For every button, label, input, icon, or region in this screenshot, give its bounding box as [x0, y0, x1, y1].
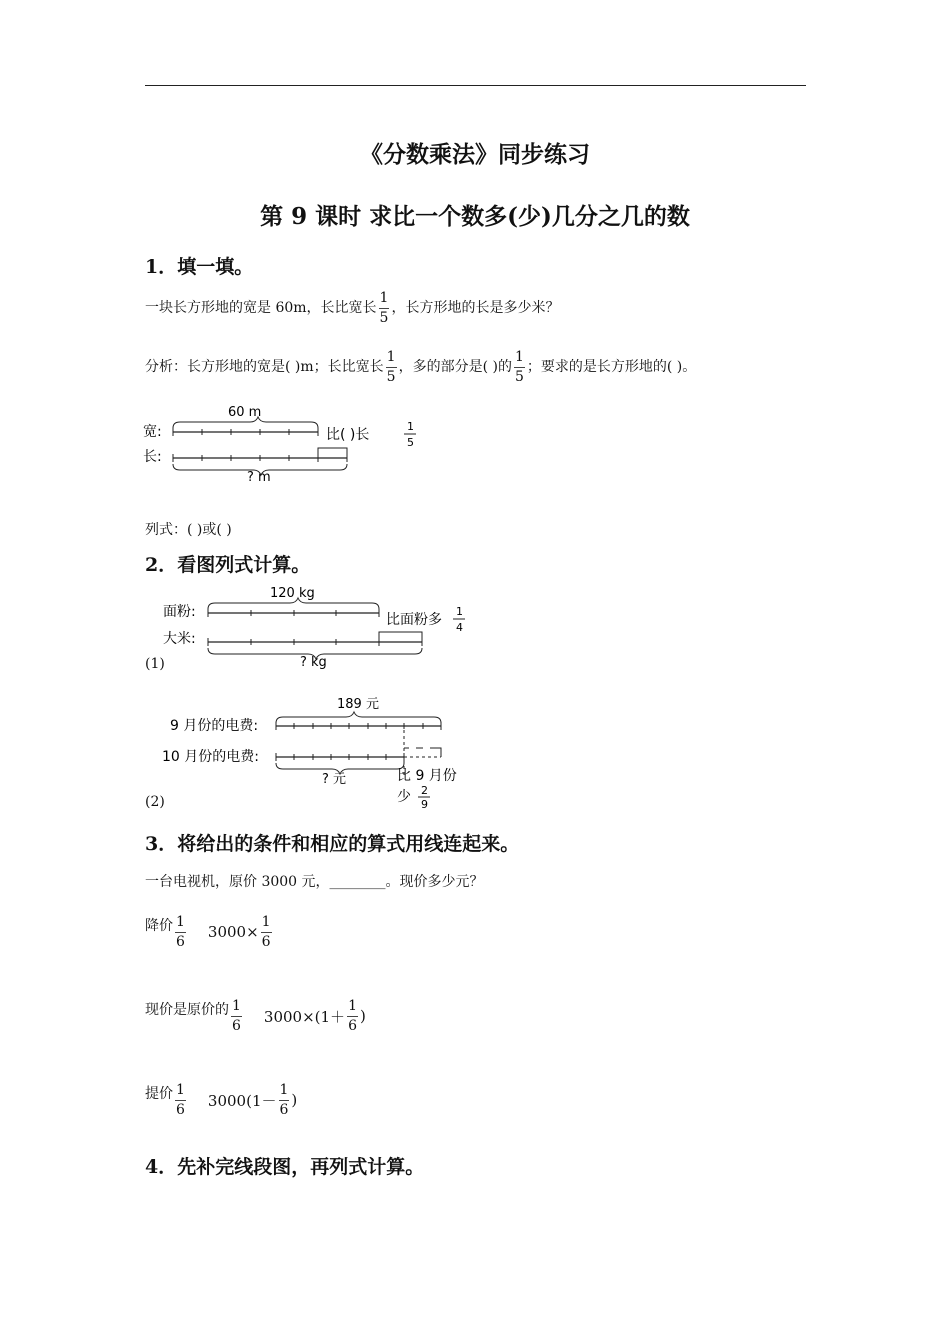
numerator: 1 — [231, 999, 242, 1017]
q2-diagram-1 — [160, 580, 480, 672]
note-denominator: 9 — [421, 798, 428, 810]
row2-label: 10 月份的电费: — [162, 749, 259, 765]
q2-diagram-2-label: (2) — [145, 794, 165, 810]
q1-analysis-text-c: ；要求的是长方形地的( )。 — [526, 359, 697, 376]
note-numerator: 1 — [456, 605, 463, 618]
bottom-label: ? 元 — [322, 772, 347, 787]
denominator: 6 — [261, 933, 271, 950]
q3-condition-3[interactable] — [145, 1083, 297, 1117]
expression-suffix: ) — [291, 1091, 298, 1110]
extra-part-bracket — [318, 448, 347, 458]
q1-problem — [145, 291, 559, 325]
numerator: 1 — [514, 350, 525, 368]
fraction — [386, 350, 397, 384]
missing-part-bracket — [404, 748, 441, 757]
q4-heading: 4．先补完线段图，再列式计算。 — [145, 1156, 425, 1178]
q1-analysis-text-a: 分析：长方形地的宽是( )m；长比宽长 — [145, 359, 384, 376]
q3-expression-2[interactable] — [264, 999, 366, 1033]
q1-heading: 1．填一填。 — [145, 256, 254, 278]
q3-expression-1[interactable] — [208, 915, 274, 949]
denominator: 5 — [514, 368, 524, 385]
top-label: 189 元 — [337, 697, 379, 712]
row1-label: 9 月份的电费: — [170, 718, 259, 734]
q3-heading: 3．将给出的条件和相应的算式用线连起来。 — [145, 833, 520, 855]
expression-suffix: ) — [359, 1007, 366, 1026]
numerator: 1 — [175, 1083, 186, 1101]
fraction — [514, 350, 525, 384]
q1-problem-text-a: 一块长方形地的宽是 60m，长比宽长 — [145, 300, 377, 317]
row2-label: 长: — [143, 449, 162, 465]
numerator: 1 — [347, 999, 358, 1017]
top-label: 60 m — [228, 405, 262, 420]
lesson-title: 第 9 课时 求比一个数多(少)几分之几的数 — [260, 203, 690, 230]
expression-fraction — [279, 1083, 290, 1117]
denominator: 6 — [176, 1101, 185, 1118]
note-numerator: 1 — [407, 420, 414, 433]
q3-condition-1[interactable] — [145, 915, 274, 949]
note-denominator: 4 — [456, 621, 463, 634]
denominator: 6 — [232, 1017, 241, 1034]
condition-text: 现价是原价的 — [145, 1002, 229, 1018]
compare-note-line2: 少 — [397, 789, 411, 805]
denominator: 6 — [348, 1017, 357, 1034]
q1-problem-text-b: ，长方形地的长是多少米？ — [391, 300, 560, 317]
denominator: 5 — [379, 309, 389, 326]
bottom-label: ? kg — [300, 655, 327, 670]
numerator: 1 — [261, 915, 272, 933]
condition-text: 降价 — [145, 918, 173, 934]
q1-analysis — [145, 350, 696, 384]
q1-formula: 列式：( )或( ) — [145, 522, 232, 538]
compare-note: 比( )长 — [326, 427, 370, 443]
denominator: 6 — [176, 933, 185, 950]
numerator: 1 — [175, 915, 186, 933]
row2-label: 大米: — [163, 631, 196, 647]
top-brace — [276, 712, 441, 723]
row1-label: 宽: — [143, 424, 162, 440]
q1-analysis-text-b: ，多的部分是( )的 — [398, 359, 512, 376]
q2-diagram-2 — [160, 690, 470, 810]
fraction — [379, 291, 390, 325]
bottom-label: ? m — [247, 470, 271, 485]
q2-diagram-1-label: (1) — [145, 656, 165, 672]
q1-line-diagram — [140, 398, 430, 490]
top-label: 120 kg — [270, 586, 315, 601]
extra-part-bracket — [379, 632, 422, 642]
row1-label: 面粉: — [163, 604, 196, 620]
note-numerator: 2 — [421, 784, 428, 797]
page-title: 《分数乘法》同步练习 — [360, 141, 590, 168]
numerator: 1 — [379, 291, 390, 309]
note-denominator: 5 — [407, 436, 414, 449]
condition-fraction — [231, 999, 242, 1033]
top-rule — [145, 85, 806, 86]
condition-fraction — [175, 915, 186, 949]
expression-prefix: 3000×(1＋ — [263, 1007, 346, 1026]
q3-problem: 一台电视机，原价 3000 元，________。现价多少元？ — [145, 874, 484, 890]
expression-prefix: 3000× — [207, 923, 259, 942]
expression-fraction — [261, 915, 272, 949]
compare-note: 比面粉多 — [386, 612, 442, 628]
denominator: 5 — [386, 368, 396, 385]
expression-prefix: 3000(1－ — [207, 1091, 277, 1110]
condition-text: 提价 — [145, 1086, 173, 1102]
q3-condition-2[interactable] — [145, 999, 366, 1033]
numerator: 1 — [279, 1083, 290, 1101]
expression-fraction — [347, 999, 358, 1033]
numerator: 1 — [386, 350, 397, 368]
compare-note-line1: 比 9 月份 — [397, 768, 457, 784]
q2-heading: 2．看图列式计算。 — [145, 554, 311, 576]
condition-fraction — [175, 1083, 186, 1117]
denominator: 6 — [279, 1101, 289, 1118]
q3-expression-3[interactable] — [208, 1083, 297, 1117]
